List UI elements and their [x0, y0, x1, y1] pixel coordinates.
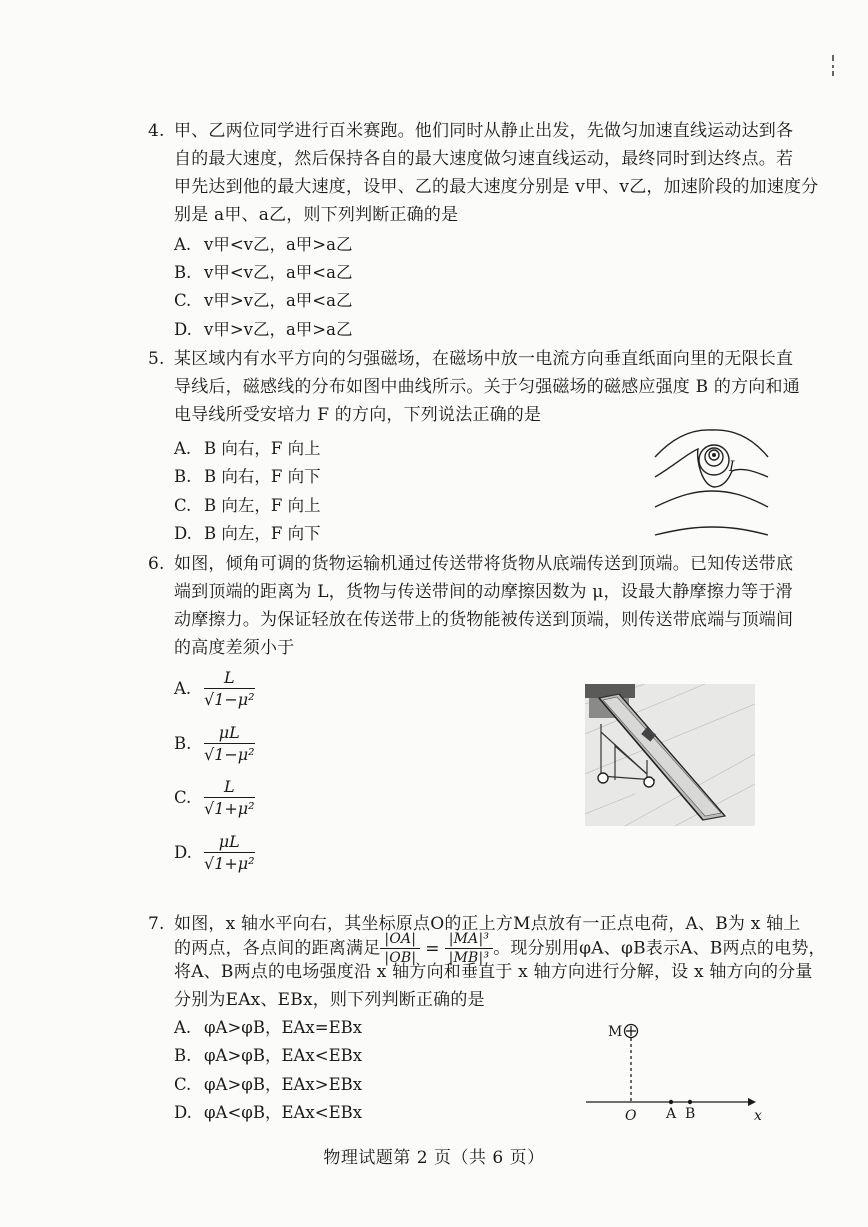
question-text-line: 的高度差须小于 [174, 638, 295, 658]
origin-label: O [625, 1108, 637, 1124]
question-number: 5. [148, 349, 165, 369]
option-b: B. φA>φB，EAx<EBx [174, 1046, 363, 1065]
question-text-line: 动摩擦力。为保证轻放在传送带上的货物能被传送到顶端，则传送带底端与顶端间 [174, 610, 794, 630]
option-c: C. B 向左，F 向上 [174, 496, 321, 515]
option-c: C. φA>φB，EAx>EBx [174, 1075, 363, 1094]
question-text-line: 将A、B两点的电场强度沿 x 轴方向和垂直于 x 轴方向进行分解，设 x 轴方向的分量 [174, 962, 813, 982]
question-5 [148, 345, 800, 429]
question-text-line: 某区域内有水平方向的匀强磁场，在磁场中放一电流方向垂直纸面向里的无限长直 [174, 349, 794, 369]
option-a: A. v甲<v乙，a甲>a乙 [174, 235, 353, 254]
question-text-line: 分别为EAx、EBx，则下列判断正确的是 [174, 990, 485, 1010]
question-text-line: 别是 a甲、a乙，则下列判断正确的是 [174, 205, 459, 225]
option-b: B. B 向右，F 向下 [174, 467, 321, 486]
option-b: B. $\frac{\mu L}{\text{√1−μ²}}$ [174, 723, 255, 764]
fraction-oa-ob: $\frac{|OA|}{|OB|}$ [380, 930, 420, 967]
question-text-line: 如图，倾角可调的货物运输机通过传送带将货物从底端传送到顶端。已知传送带底 [174, 554, 794, 574]
option-d: D. v甲>v乙，a甲>a乙 [174, 320, 353, 339]
question-text-line: 端到顶端的距离为 L，货物与传送带间的动摩擦因数为 μ，设最大静摩擦力等于滑 [174, 582, 793, 602]
question-6 [148, 550, 794, 662]
option-c: C. v甲>v乙，a甲<a乙 [174, 291, 353, 310]
point-a-label: A [666, 1106, 677, 1122]
x-axis-label: x [754, 1108, 762, 1124]
question-text-line: 如图，x 轴水平向右，其坐标原点O的正上方M点放有一正点电荷，A、B为 x 轴上 [174, 914, 801, 934]
question-4 [148, 117, 819, 229]
question-number: 7. [148, 914, 165, 934]
charge-axis-figure [580, 1018, 780, 1128]
question-7-continued [148, 958, 813, 1014]
page-footer: 物理试题第 2 页（共 6 页） [323, 1148, 545, 1168]
scan-margin-mark [831, 55, 833, 77]
question-text-line: 甲先达到他的最大速度，设甲、乙的最大速度分别是 v甲、v乙，加速阶段的加速度分 [174, 177, 819, 197]
conveyor-photo [585, 684, 755, 826]
option-a: A. $\frac{L}{\text{√1−μ²}}$ [174, 668, 255, 709]
fraction-ma-mb-cubed: $\frac{\text{|MA|³}}{\text{|MB|³}}$ [445, 930, 494, 967]
option-b: B. v甲<v乙，a甲<a乙 [174, 263, 353, 282]
option-d: D. B 向左，F 向下 [174, 524, 321, 543]
current-label: I [729, 459, 735, 475]
option-d: D. φA<φB，EAx<EBx [174, 1103, 363, 1122]
question-text-line: 导线后，磁感线的分布如图中曲线所示。关于匀强磁场的磁感应强度 B 的方向和通 [174, 377, 800, 397]
point-b-label: B [685, 1106, 696, 1122]
magnetic-field-figure [650, 425, 775, 543]
question-7-distance-condition: 的两点，各点间的距离满足 $\frac{|OA|}{|OB|}$ = $\frac{\text{|MA|³}}{\text{|MB|³}}$ 。现分别用φA、φB表示A、B两点的电势， [174, 931, 826, 966]
point-m-label: M [608, 1024, 623, 1040]
option-c: C. $\frac{L}{\text{√1+μ²}}$ [174, 777, 255, 818]
question-number: 6. [148, 554, 165, 574]
question-text-line: 电导线所受安培力 F 的方向，下列说法正确的是 [174, 405, 542, 425]
question-text-line: 甲、乙两位同学进行百米赛跑。他们同时从静止出发，先做匀加速直线运动达到各 [174, 121, 794, 141]
question-text-line: 自的最大速度，然后保持各自的最大速度做匀速直线运动，最终同时到达终点。若 [174, 149, 794, 169]
option-a: A. B 向右，F 向上 [174, 439, 321, 458]
question-number: 4. [148, 121, 165, 141]
option-a: A. φA>φB，EAx=EBx [174, 1018, 363, 1037]
option-d: D. $\frac{\mu L}{\text{√1+μ²}}$ [174, 832, 255, 873]
